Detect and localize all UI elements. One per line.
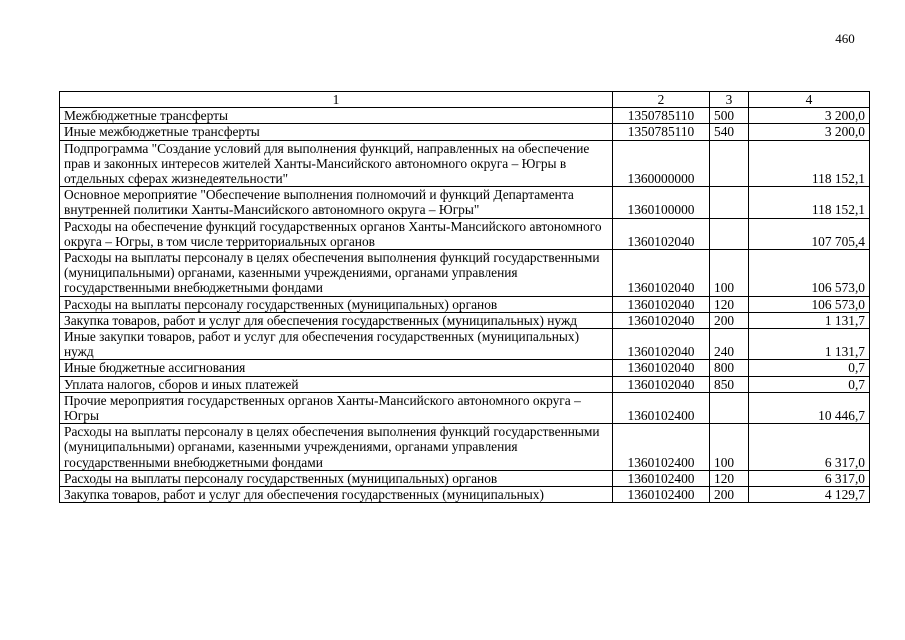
table-row (60, 187, 870, 218)
row-name-cell: Иные межбюджетные трансферты (60, 124, 613, 140)
row-type-cell: 200 (710, 487, 749, 503)
row-code-cell: 1350785110 (613, 108, 710, 124)
row-type-cell: 850 (710, 376, 749, 392)
row-name-cell: Уплата налогов, сборов и иных платежей (60, 376, 613, 392)
header-cell-2: 2 (613, 92, 710, 108)
row-code-cell: 1350785110 (613, 124, 710, 140)
table-row (60, 124, 870, 140)
table-row (60, 250, 870, 297)
table-row (60, 218, 870, 249)
row-name-cell: Закупка товаров, работ и услуг для обеспечения государственных (муниципальных) нужд (60, 312, 613, 328)
row-code-cell: 1360102400 (613, 487, 710, 503)
row-name-cell: Подпрограмма "Создание условий для выполнения функций, направленных на обеспечение прав и законных интересов жителей Ханты-Мансийского автономного округа – Югры в отдельных сферах жизнедеятельности" (60, 140, 613, 187)
row-type-cell: 540 (710, 124, 749, 140)
table-row (60, 312, 870, 328)
page-number: 460 (835, 31, 855, 46)
row-sum-cell: 107 705,4 (749, 218, 870, 249)
row-type-cell (710, 187, 749, 218)
table-row (60, 487, 870, 503)
row-type-cell: 500 (710, 108, 749, 124)
row-sum-cell: 3 200,0 (749, 124, 870, 140)
table-row (60, 140, 870, 187)
row-name-cell: Иные закупки товаров, работ и услуг для обеспечения государственных (муниципальных) нужд (60, 329, 613, 360)
row-name-cell: Расходы на выплаты персоналу государственных (муниципальных) органов (60, 470, 613, 486)
row-name-cell: Расходы на выплаты персоналу в целях обеспечения выполнения функций государственными (муниципальными) органами, казенными учреждениями, органами управления государственными внебюджетными фондами (60, 424, 613, 471)
table-body (60, 108, 870, 503)
row-sum-cell: 106 573,0 (749, 250, 870, 297)
row-name-cell: Расходы на выплаты персоналу государственных (муниципальных) органов (60, 296, 613, 312)
row-type-cell (710, 140, 749, 187)
header-cell-4: 4 (749, 92, 870, 108)
row-type-cell (710, 218, 749, 249)
row-code-cell: 1360102400 (613, 392, 710, 423)
row-name-cell: Иные бюджетные ассигнования (60, 360, 613, 376)
row-sum-cell: 118 152,1 (749, 140, 870, 187)
table-row (60, 360, 870, 376)
row-sum-cell: 10 446,7 (749, 392, 870, 423)
row-name-cell: Прочие мероприятия государственных органов Ханты-Мансийского автономного округа – Югры (60, 392, 613, 423)
row-sum-cell: 106 573,0 (749, 296, 870, 312)
row-code-cell: 1360102040 (613, 360, 710, 376)
row-type-cell: 100 (710, 424, 749, 471)
row-name-cell: Основное мероприятие "Обеспечение выполнения полномочий и функций Департамента внутренней политики Ханты-Мансийского автономного округа – Югры" (60, 187, 613, 218)
row-code-cell: 1360102040 (613, 296, 710, 312)
header-cell-3: 3 (710, 92, 749, 108)
row-sum-cell: 0,7 (749, 376, 870, 392)
budget-table (59, 91, 870, 503)
row-type-cell: 240 (710, 329, 749, 360)
row-code-cell: 1360102040 (613, 218, 710, 249)
row-code-cell: 1360000000 (613, 140, 710, 187)
table-row (60, 424, 870, 471)
table-row (60, 108, 870, 124)
row-type-cell: 120 (710, 470, 749, 486)
row-code-cell: 1360100000 (613, 187, 710, 218)
table-row (60, 296, 870, 312)
row-code-cell: 1360102040 (613, 312, 710, 328)
row-sum-cell: 6 317,0 (749, 470, 870, 486)
row-code-cell: 1360102040 (613, 376, 710, 392)
row-type-cell: 100 (710, 250, 749, 297)
row-type-cell: 800 (710, 360, 749, 376)
row-sum-cell: 1 131,7 (749, 312, 870, 328)
row-name-cell: Расходы на выплаты персоналу в целях обеспечения выполнения функций государственными (муниципальными) органами, казенными учреждениями, органами управления государственными внебюджетными фондами (60, 250, 613, 297)
row-name-cell: Межбюджетные трансферты (60, 108, 613, 124)
row-name-cell: Расходы на обеспечение функций государственных органов Ханты-Мансийского автономного округа – Югры, в том числе территориальных органов (60, 218, 613, 249)
row-type-cell: 120 (710, 296, 749, 312)
row-sum-cell: 6 317,0 (749, 424, 870, 471)
row-sum-cell: 0,7 (749, 360, 870, 376)
row-type-cell: 200 (710, 312, 749, 328)
table-row (60, 392, 870, 423)
row-sum-cell: 3 200,0 (749, 108, 870, 124)
row-sum-cell: 4 129,7 (749, 487, 870, 503)
row-code-cell: 1360102040 (613, 250, 710, 297)
row-code-cell: 1360102400 (613, 470, 710, 486)
row-type-cell (710, 392, 749, 423)
row-sum-cell: 1 131,7 (749, 329, 870, 360)
row-code-cell: 1360102040 (613, 329, 710, 360)
row-name-cell: Закупка товаров, работ и услуг для обеспечения государственных (муниципальных) (60, 487, 613, 503)
table-row (60, 470, 870, 486)
row-sum-cell: 118 152,1 (749, 187, 870, 218)
table-row (60, 376, 870, 392)
row-code-cell: 1360102400 (613, 424, 710, 471)
table-header-row (60, 92, 870, 108)
table-row (60, 329, 870, 360)
header-cell-1: 1 (60, 92, 613, 108)
